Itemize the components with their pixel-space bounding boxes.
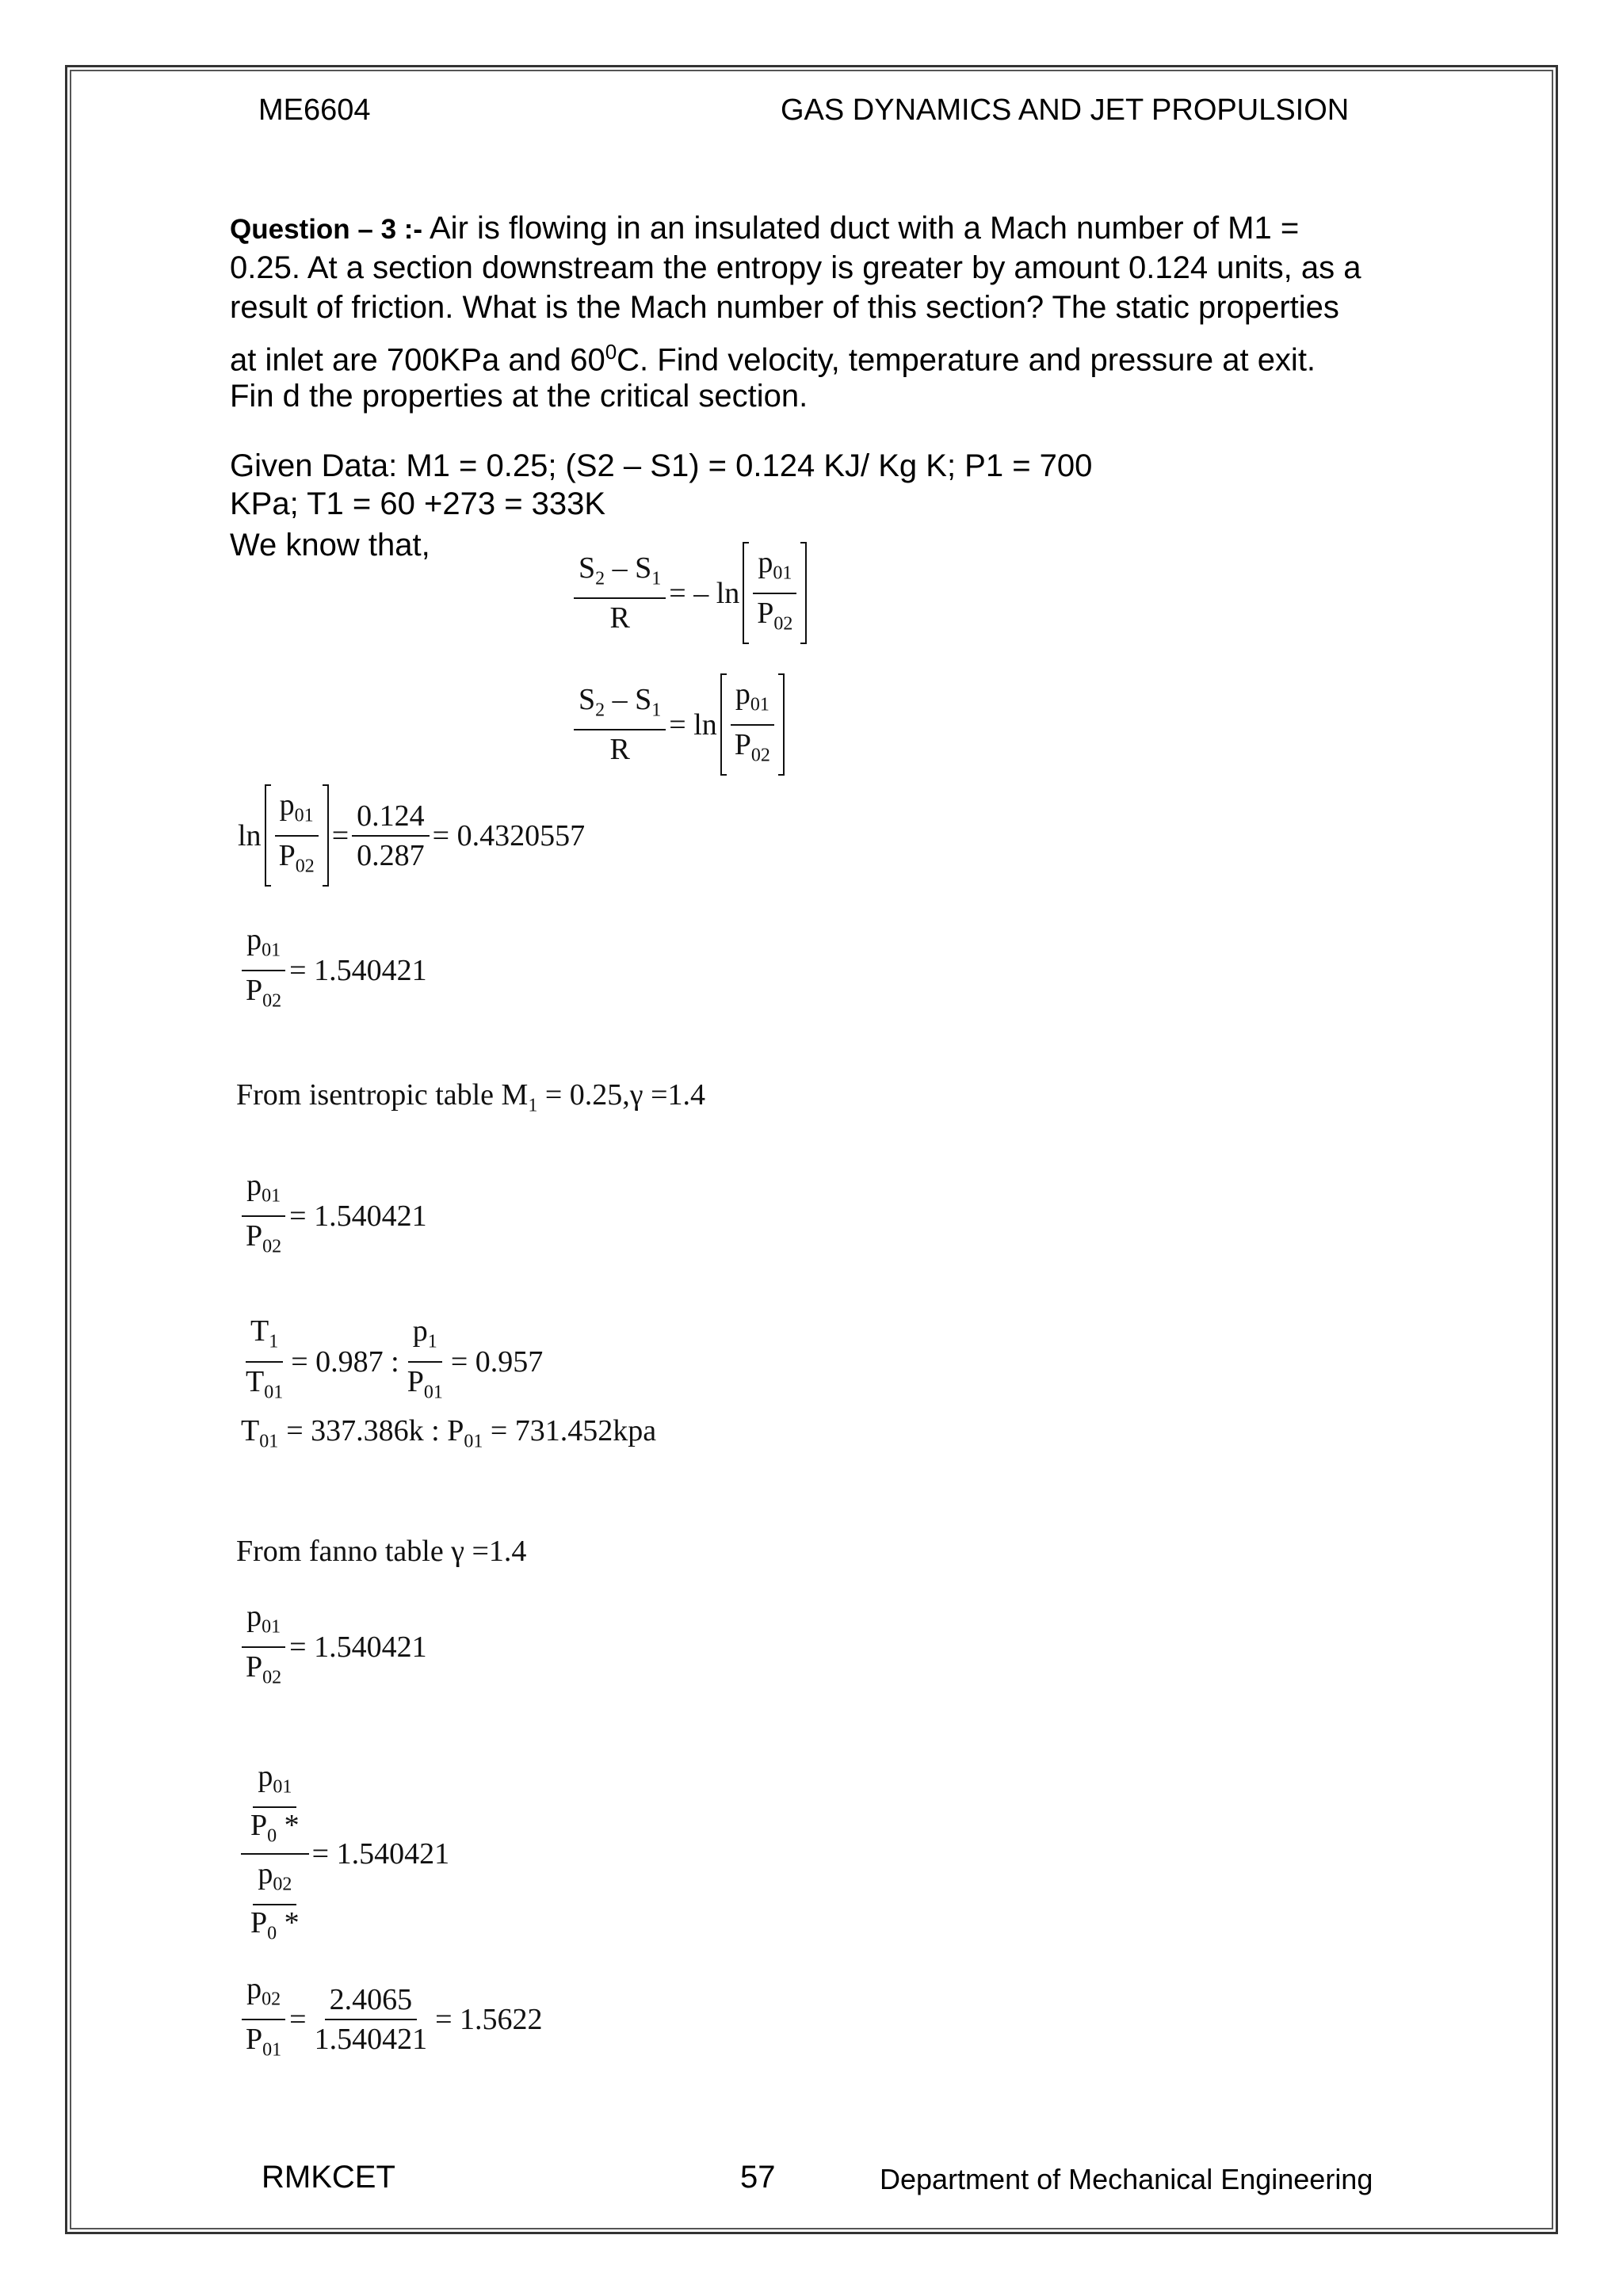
given-line-3: We know that,: [230, 528, 430, 563]
course-code: ME6604: [258, 93, 371, 127]
equation-entropy-neg-ln: $\frac{S_2 - S_1}{R}$ = – ln $\frac{p_{01}}{P_{02}}$: [571, 542, 810, 644]
question-line-3: result of friction. What is the Mach number of this section? The static properties: [230, 290, 1339, 325]
given-line-2: KPa; T1 = 60 +273 = 333K: [230, 486, 606, 521]
question-label: Question – 3 :-: [230, 214, 423, 245]
bracket-pressure-ratio-2: $\frac{p_{01}}{P_{02}}$: [720, 673, 785, 776]
question-text-4b: C. Find velocity, temperature and pressure at exit.: [617, 342, 1316, 378]
question-text-1: Air is flowing in an insulated duct with a Mach number of M1 =: [422, 211, 1300, 246]
footer-department: Department of Mechanical Engineering: [880, 2163, 1373, 2195]
question-text-4a: at inlet are 700KPa and 60: [230, 342, 605, 378]
degree-superscript: 0: [605, 340, 617, 364]
course-title: GAS DYNAMICS AND JET PROPULSION: [781, 93, 1350, 127]
question-line-4: [230, 333, 1316, 379]
question-line-1: [230, 209, 1299, 249]
footer-institution: RMKCET: [262, 2160, 395, 2195]
equation-ln-value: ln $\frac{p_{01}}{P_{02}}$ = $\frac{0.124}{0.287}$ = 0.4320557: [238, 784, 585, 887]
equation-final-ratio: $\frac{p_{02}}{P_{01}}$ = $\frac{2.4065}{1.540421}$ = 1.5622: [238, 1971, 543, 2067]
equation-pressure-ratio-1: $\frac{p_{01}}{P_{02}}$ = 1.540421: [238, 922, 427, 1018]
equation-pressure-ratio-2: $\frac{p_{01}}{P_{02}}$ = 1.540421: [238, 1168, 427, 1264]
equation-fanno-compound-ratio: $\frac{\frac{p_{01}}{P_0 *}}{\frac{p_{02}}{P_0 *}}$ = 1.540421: [238, 1759, 449, 1949]
fraction-entropy-2: $\frac{S_2 - S_1}{R}$: [574, 682, 666, 768]
question-line-2: 0.25. At a section downstream the entropy is greater by amount 0.124 units, as a: [230, 250, 1361, 285]
question-line-5: Fin d the properties at the critical section.: [230, 379, 808, 414]
given-line-1: Given Data: M1 = 0.25; (S2 – S1) = 0.124 KJ/ Kg K; P1 = 700: [230, 448, 1093, 483]
bracket-pressure-ratio: $\frac{p_{01}}{P_{02}}$: [743, 542, 807, 644]
equation-stagnation-values: $T_{01} = 337.386k$ : $P_{01} = 731.452kpa$: [241, 1414, 657, 1452]
isentropic-table-label: From isentropic table $M_1 = 0.25,\gamma =1.4$: [236, 1078, 705, 1116]
fanno-table-label: From fanno table γ =1.4: [236, 1535, 527, 1568]
footer-page-number: 57: [740, 2160, 776, 2195]
fraction-entropy: $\frac{S_2 - S_1}{R}$: [574, 551, 666, 636]
equation-pressure-ratio-3: $\frac{p_{01}}{P_{02}}$ = 1.540421: [238, 1599, 427, 1695]
equation-entropy-ln: $\frac{S_2 - S_1}{R}$ = ln $\frac{p_{01}}{P_{02}}$: [571, 673, 788, 776]
equation-isentropic-ratios: $\frac{T_1}{T_{01}}$ = 0.987 : $\frac{p_1}{P_{01}}$ = 0.957: [246, 1314, 544, 1403]
